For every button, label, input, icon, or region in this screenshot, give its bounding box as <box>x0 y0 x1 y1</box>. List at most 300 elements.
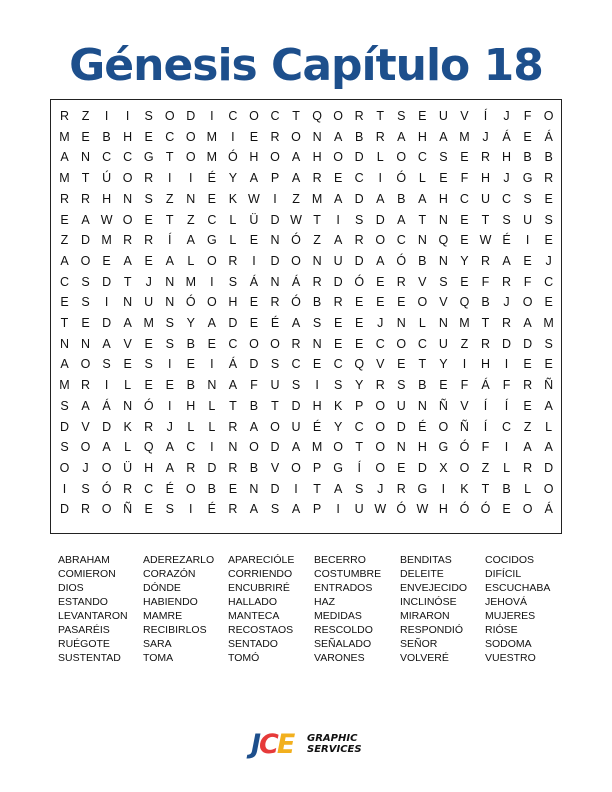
grid-letter: T <box>418 357 427 372</box>
grid-letter: A <box>60 253 69 268</box>
grid-letter: R <box>186 460 196 475</box>
grid-letter: O <box>122 212 133 227</box>
grid-letter: T <box>481 316 490 330</box>
grid-letter: E <box>523 253 532 268</box>
grid-letter: W <box>100 212 113 227</box>
word-list-item: DELEITE <box>400 568 444 580</box>
grid-letter: P <box>270 171 280 186</box>
word-list-item: MANTECA <box>228 610 280 622</box>
grid-letter: O <box>438 419 449 434</box>
logo-mark <box>251 729 305 761</box>
word-list-item: RIÓSE <box>485 624 518 636</box>
grid-letter: S <box>81 274 90 289</box>
grid-letter: I <box>189 502 193 517</box>
grid-letter: Á <box>481 378 490 393</box>
grid-letter: R <box>523 378 533 393</box>
grid-letter: V <box>376 357 385 372</box>
grid-letter: D <box>186 109 196 123</box>
grid-letter: O <box>396 336 407 351</box>
grid-letter: I <box>168 398 172 413</box>
grid-letter: O <box>270 419 280 434</box>
grid-letter: F <box>481 274 490 289</box>
grid-letter: Ó <box>396 253 407 268</box>
grid-letter: J <box>377 481 384 496</box>
grid-letter: R <box>81 378 91 393</box>
grid-letter: O <box>249 336 259 351</box>
grid-letter: Z <box>186 212 195 227</box>
grid-letter: T <box>123 274 132 289</box>
grid-letter: C <box>144 481 154 496</box>
grid-letter: L <box>503 460 511 475</box>
grid-letter: U <box>480 191 491 206</box>
grid-letter: R <box>396 481 406 496</box>
word-list <box>58 553 578 673</box>
grid-row <box>51 439 561 460</box>
grid-letter: D <box>249 357 259 372</box>
grid-letter: E <box>397 460 406 475</box>
grid-letter: O <box>375 419 386 434</box>
grid-letter: O <box>80 440 91 455</box>
grid-letter: Á <box>102 398 111 413</box>
grid-letter: H <box>102 191 112 206</box>
word-search-grid <box>50 99 562 534</box>
grid-letter: D <box>544 460 554 475</box>
grid-letter: S <box>60 398 69 413</box>
grid-letter: C <box>502 191 512 206</box>
grid-letter: A <box>165 440 174 455</box>
grid-letter: I <box>504 357 509 372</box>
grid-letter: J <box>503 295 510 310</box>
grid-letter: E <box>502 502 511 517</box>
grid-letter: D <box>523 336 533 351</box>
grid-letter: V <box>418 274 427 289</box>
grid-letter: E <box>355 316 364 330</box>
grid-letter: E <box>144 502 153 517</box>
grid-letter: L <box>229 212 237 227</box>
grid-letter: A <box>291 440 301 455</box>
grid-letter: N <box>165 274 175 289</box>
grid-letter: R <box>480 253 491 268</box>
grid-letter: M <box>185 274 196 289</box>
grid-letter: A <box>376 191 385 206</box>
grid-letter: B <box>502 481 511 496</box>
grid-letter: T <box>271 398 279 413</box>
grid-letter: F <box>523 274 532 289</box>
grid-letter: I <box>168 357 172 372</box>
grid-letter: F <box>481 440 490 455</box>
grid-letter: E <box>376 295 385 310</box>
grid-letter: S <box>270 502 280 517</box>
grid-letter: F <box>250 378 258 393</box>
grid-letter: Q <box>354 357 365 372</box>
grid-letter: H <box>144 460 154 475</box>
grid-row <box>51 170 561 191</box>
grid-letter: Ü <box>249 212 259 227</box>
grid-letter: R <box>59 109 70 123</box>
grid-letter: J <box>545 253 552 268</box>
word-list-item: VARONES <box>314 652 365 664</box>
grid-letter: M <box>311 440 323 455</box>
grid-letter: I <box>231 129 235 144</box>
grid-row <box>51 481 561 502</box>
grid-letter: E <box>102 253 111 268</box>
grid-letter: O <box>270 150 280 165</box>
grid-letter: H <box>417 129 427 144</box>
grid-letter: A <box>439 129 448 144</box>
grid-letter: M <box>311 191 323 206</box>
grid-letter: Z <box>460 336 469 351</box>
grid-letter: K <box>228 191 238 206</box>
grid-letter: R <box>59 191 70 206</box>
grid-letter: D <box>81 233 91 248</box>
word-list-column <box>314 553 404 665</box>
grid-letter: T <box>292 109 300 123</box>
grid-letter: O <box>206 253 217 268</box>
grid-row <box>51 460 561 481</box>
grid-letter: É <box>312 419 322 434</box>
grid-letter: J <box>503 109 510 123</box>
grid-letter: N <box>270 274 280 289</box>
grid-row <box>51 129 561 150</box>
grid-letter: Ó <box>185 295 196 310</box>
grid-letter: H <box>249 150 259 165</box>
grid-letter: M <box>459 316 470 330</box>
grid-letter: C <box>333 357 343 372</box>
grid-letter: E <box>207 336 217 351</box>
grid-letter: F <box>523 109 532 123</box>
grid-letter: T <box>376 109 385 123</box>
grid-letter: S <box>355 212 364 227</box>
grid-letter: L <box>187 419 195 434</box>
grid-letter: Á <box>228 357 238 372</box>
grid-letter: A <box>249 419 259 434</box>
grid-letter: A <box>60 150 69 165</box>
grid-letter: Q <box>143 440 154 455</box>
grid-letter: L <box>524 481 532 496</box>
grid-letter: S <box>165 336 174 351</box>
grid-letter: C <box>123 150 133 165</box>
grid-letter: E <box>544 233 553 248</box>
grid-row <box>51 315 561 336</box>
grid-letter: S <box>502 212 511 227</box>
grid-letter: S <box>397 109 406 123</box>
grid-letter: N <box>81 150 91 165</box>
grid-letter: O <box>291 460 301 475</box>
grid-letter: O <box>206 295 217 310</box>
word-list-item: SEÑALADO <box>314 638 372 650</box>
grid-letter: O <box>249 109 259 123</box>
grid-letter: E <box>249 316 259 330</box>
grid-letter: R <box>144 419 154 434</box>
grid-letter: N <box>417 398 427 413</box>
grid-letter: N <box>123 295 133 310</box>
grid-row <box>51 191 561 212</box>
grid-letter: G <box>333 460 343 475</box>
grid-letter: N <box>438 212 448 227</box>
grid-letter: C <box>502 419 512 434</box>
grid-letter: Á <box>249 274 259 289</box>
grid-letter: X <box>439 460 448 475</box>
word-list-item: RECOSTAOS <box>228 624 294 636</box>
grid-letter: Ñ <box>459 419 469 434</box>
grid-letter: J <box>166 419 173 434</box>
logo-text-line: SERVICES <box>307 744 362 755</box>
grid-letter: Í <box>483 419 488 434</box>
grid-letter: D <box>207 460 217 475</box>
grid-letter: G <box>417 481 428 496</box>
grid-letter: C <box>59 274 70 289</box>
grid-letter: V <box>81 419 90 434</box>
grid-letter: O <box>375 233 386 248</box>
word-list-item: LEVANTARON <box>58 610 128 622</box>
word-list-item: HALLADO <box>228 596 278 608</box>
grid-letter: A <box>81 212 90 227</box>
grid-letter: C <box>228 336 238 351</box>
grid-letter: O <box>417 295 428 310</box>
grid-letter: O <box>270 336 280 351</box>
grid-letter: R <box>523 460 533 475</box>
grid-letter: O <box>80 357 91 372</box>
word-list-item: DIFÍCIL <box>485 568 522 580</box>
grid-letter: I <box>462 357 467 372</box>
grid-letter: Y <box>439 357 448 372</box>
grid-letter: Í <box>357 460 361 475</box>
grid-letter: O <box>543 109 554 123</box>
grid-letter: I <box>125 109 130 123</box>
grid-row <box>51 294 561 315</box>
grid-letter: D <box>59 502 70 517</box>
grid-letter: Z <box>60 233 69 248</box>
grid-letter: G <box>438 440 449 455</box>
word-list-item: APARECIÓLE <box>228 554 295 566</box>
grid-letter: E <box>460 150 469 165</box>
grid-letter: N <box>312 336 322 351</box>
grid-letter: A <box>523 440 532 455</box>
word-list-item: CORRIENDO <box>228 568 293 580</box>
grid-letter: Y <box>228 171 238 186</box>
grid-letter: B <box>207 481 217 496</box>
grid-letter: C <box>186 440 196 455</box>
word-list-column <box>58 553 148 665</box>
grid-letter: U <box>438 336 448 351</box>
grid-letter: M <box>59 129 70 144</box>
word-list-item: PASARÉIS <box>58 624 110 636</box>
grid-letter: N <box>312 129 322 144</box>
grid-letter: R <box>291 336 301 351</box>
grid-letter: Ó <box>459 502 470 517</box>
grid-letter: A <box>397 212 406 227</box>
word-list-item: TOMA <box>143 652 174 664</box>
grid-row <box>51 108 561 129</box>
word-list-item: ESTANDO <box>58 596 108 608</box>
grid-letter: A <box>186 233 195 248</box>
grid-letter: D <box>270 212 280 227</box>
grid-row <box>51 419 561 440</box>
grid-letter: J <box>145 274 152 289</box>
grid-letter: E <box>439 171 448 186</box>
grid-letter: É <box>207 502 217 517</box>
grid-letter: O <box>185 129 196 144</box>
grid-letter: S <box>165 502 174 517</box>
grid-letter: D <box>502 336 512 351</box>
grid-row <box>51 212 561 233</box>
grid-letter: A <box>418 191 427 206</box>
grid-letter: Á <box>544 129 553 144</box>
grid-letter: M <box>206 150 218 165</box>
grid-letter: L <box>208 419 216 434</box>
grid-letter: H <box>312 398 322 413</box>
word-list-item: COMIERON <box>58 568 116 580</box>
grid-letter: R <box>502 316 512 330</box>
grid-letter: L <box>229 233 237 248</box>
grid-letter: O <box>333 109 343 123</box>
word-list-item: RUÉGOTE <box>58 638 110 650</box>
grid-letter: E <box>397 295 406 310</box>
grid-letter: S <box>102 357 111 372</box>
grid-letter: J <box>503 171 510 186</box>
grid-letter: D <box>228 316 238 330</box>
grid-letter: L <box>418 171 426 186</box>
grid-letter: D <box>291 398 301 413</box>
grid-letter: U <box>354 502 364 517</box>
grid-letter: A <box>207 316 217 330</box>
grid-letter: B <box>249 460 259 475</box>
grid-letter: I <box>210 357 214 372</box>
grid-letter: F <box>502 378 511 393</box>
grid-letter: I <box>210 440 214 455</box>
grid-letter: E <box>144 129 153 144</box>
grid-letter: É <box>207 171 217 186</box>
grid-letter: R <box>123 233 133 248</box>
word-list-item: ENTRADOS <box>314 582 373 594</box>
grid-letter: O <box>59 460 70 475</box>
grid-letter: A <box>102 440 111 455</box>
grid-letter: E <box>249 129 259 144</box>
grid-letter: A <box>376 253 385 268</box>
grid-row <box>51 149 561 170</box>
grid-letter: E <box>523 357 532 372</box>
grid-letter: A <box>523 316 532 330</box>
logo-letter: J <box>251 729 260 760</box>
grid-letter: O <box>333 150 343 165</box>
grid-letter: E <box>460 212 469 227</box>
grid-letter: S <box>544 336 553 351</box>
grid-letter: W <box>416 502 429 517</box>
grid-letter: O <box>185 481 196 496</box>
grid-letter: A <box>544 398 553 413</box>
logo-letter: C <box>259 729 277 760</box>
grid-letter: M <box>459 129 470 144</box>
grid-letter: A <box>291 502 301 517</box>
word-list-item: ESCUCHABA <box>485 582 551 594</box>
grid-row <box>51 356 561 377</box>
grid-letter: R <box>354 109 364 123</box>
grid-letter: B <box>418 378 427 393</box>
grid-letter: C <box>417 150 427 165</box>
grid-letter: E <box>144 378 153 393</box>
grid-letter: O <box>396 150 407 165</box>
grid-letter: Ú <box>102 171 112 186</box>
grid-letter: B <box>102 129 111 144</box>
grid-letter: N <box>81 336 91 351</box>
grid-letter: A <box>228 378 238 393</box>
grid-letter: Ó <box>354 274 365 289</box>
word-list-item: ENVEJECIDO <box>400 582 468 594</box>
grid-letter: S <box>60 440 69 455</box>
grid-letter: B <box>418 253 427 268</box>
grid-letter: S <box>439 274 448 289</box>
grid-letter: T <box>481 212 490 227</box>
grid-letter: N <box>438 316 448 330</box>
grid-letter: R <box>544 171 554 186</box>
grid-letter: A <box>249 502 259 517</box>
grid-letter: H <box>438 502 448 517</box>
word-list-item: MAMRE <box>143 610 183 622</box>
word-list-column <box>228 553 318 665</box>
word-list-item: HAZ <box>314 596 335 608</box>
grid-letter: R <box>354 233 364 248</box>
grid-letter: N <box>438 253 448 268</box>
grid-letter: F <box>460 378 469 393</box>
grid-letter: A <box>123 253 132 268</box>
grid-letter: A <box>333 191 343 206</box>
word-list-item: VOLVERÉ <box>400 652 449 664</box>
grid-letter: S <box>291 378 301 393</box>
grid-letter: E <box>144 212 153 227</box>
grid-letter: Ó <box>480 502 491 517</box>
grid-letter: M <box>101 233 112 248</box>
grid-letter: R <box>270 129 280 144</box>
grid-letter: V <box>439 295 448 310</box>
grid-letter: P <box>355 398 364 413</box>
logo-text-line: GRAPHIC <box>307 733 358 744</box>
grid-letter: C <box>354 419 364 434</box>
grid-letter: É <box>418 419 427 434</box>
grid-letter: B <box>355 129 364 144</box>
grid-letter: S <box>439 150 448 165</box>
grid-letter: R <box>270 295 280 310</box>
grid-letter: S <box>312 316 322 330</box>
grid-letter: T <box>81 171 90 186</box>
grid-letter: R <box>144 171 154 186</box>
grid-letter: R <box>396 274 406 289</box>
grid-letter: T <box>165 150 174 165</box>
grid-letter: J <box>82 460 89 475</box>
grid-letter: M <box>143 316 154 330</box>
grid-letter: B <box>312 295 322 310</box>
grid-letter: R <box>81 191 91 206</box>
grid-letter: W <box>248 191 260 206</box>
grid-letter: S <box>144 191 153 206</box>
grid-letter: N <box>123 191 133 206</box>
grid-letter: L <box>376 150 384 165</box>
grid-letter: C <box>354 171 364 186</box>
grid-letter: T <box>418 212 427 227</box>
grid-letter: B <box>481 295 490 310</box>
grid-letter: O <box>164 109 175 123</box>
grid-letter: D <box>354 150 364 165</box>
grid-letter: S <box>144 109 153 123</box>
word-list-column <box>400 553 490 665</box>
grid-letter: J <box>482 129 489 144</box>
grid-letter: U <box>523 212 533 227</box>
grid-letter: E <box>544 295 553 310</box>
grid-row <box>51 253 561 274</box>
grid-letter: O <box>333 440 343 455</box>
grid-letter: E <box>523 129 532 144</box>
grid-letter: H <box>417 440 427 455</box>
grid-letter: U <box>270 378 280 393</box>
